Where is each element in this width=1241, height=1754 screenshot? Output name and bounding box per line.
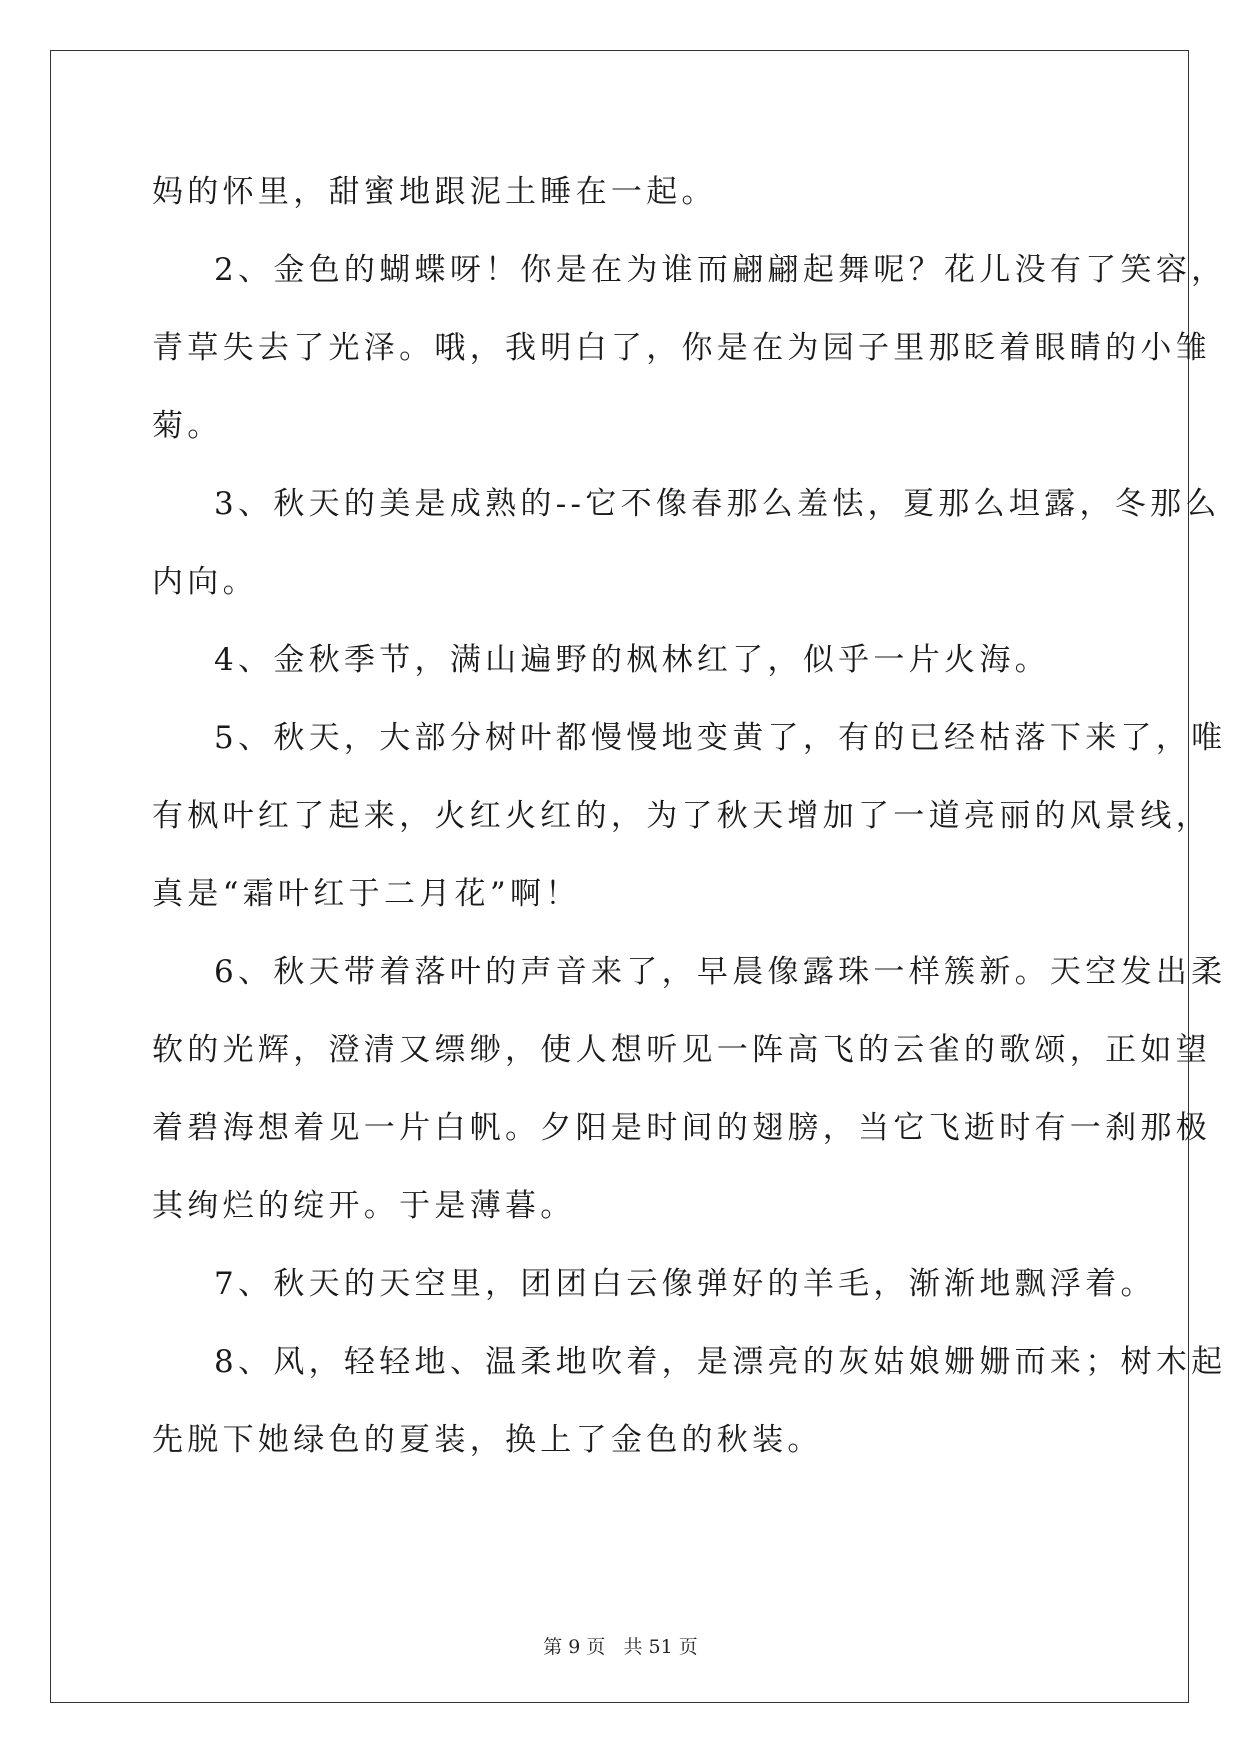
text-line: 2、金色的蝴蝶呀！你是在为谁而翩翩起舞呢？花儿没有了笑容， [214, 252, 1227, 288]
text-line: 5、秋天，大部分树叶都慢慢地变黄了，有的已经枯落下来了，唯 [214, 720, 1227, 756]
text-line: 着碧海想着见一片白帆。夕阳是时间的翅膀，当它飞逝时有一刹那极 [152, 1110, 1211, 1146]
document-body [152, 160, 1227, 1472]
page-footer [0, 1632, 1241, 1659]
text-line: 菊。 [152, 408, 223, 444]
page-total: 共 51 页 [623, 1636, 698, 1658]
text-line: 先脱下她绿色的夏装，换上了金色的秋装。 [152, 1422, 823, 1458]
text-line: 其绚烂的绽开。于是薄暮。 [152, 1188, 576, 1224]
text-line: 8、风，轻轻地、温柔地吹着，是漂亮的灰姑娘姗姗而来；树木起 [214, 1344, 1227, 1380]
text-line: 6、秋天带着落叶的声音来了，早晨像露珠一样簇新。天空发出柔 [214, 954, 1227, 990]
text-line: 软的光辉，澄清又缥缈，使人想听见一阵高飞的云雀的歌颂，正如望 [152, 1032, 1211, 1068]
text-line: 4、金秋季节，满山遍野的枫林红了，似乎一片火海。 [214, 642, 1050, 678]
text-line: 内向。 [152, 564, 258, 600]
text-line: 3、秋天的美是成熟的--它不像春那么羞怯，夏那么坦露，冬那么 [214, 486, 1221, 522]
text-line: 青草失去了光泽。哦，我明白了，你是在为园子里那眨着眼睛的小雏 [152, 330, 1211, 366]
text-line: 妈的怀里，甜蜜地跟泥土睡在一起。 [152, 174, 717, 210]
text-line: 有枫叶红了起来，火红火红的，为了秋天增加了一道亮丽的风景线， [152, 798, 1211, 834]
page-number: 第 9 页 [543, 1636, 606, 1658]
text-line: 7、秋天的天空里，团团白云像弹好的羊毛，渐渐地飘浮着。 [214, 1266, 1156, 1302]
text-line: 真是“霜叶红于二月花”啊！ [152, 876, 581, 912]
